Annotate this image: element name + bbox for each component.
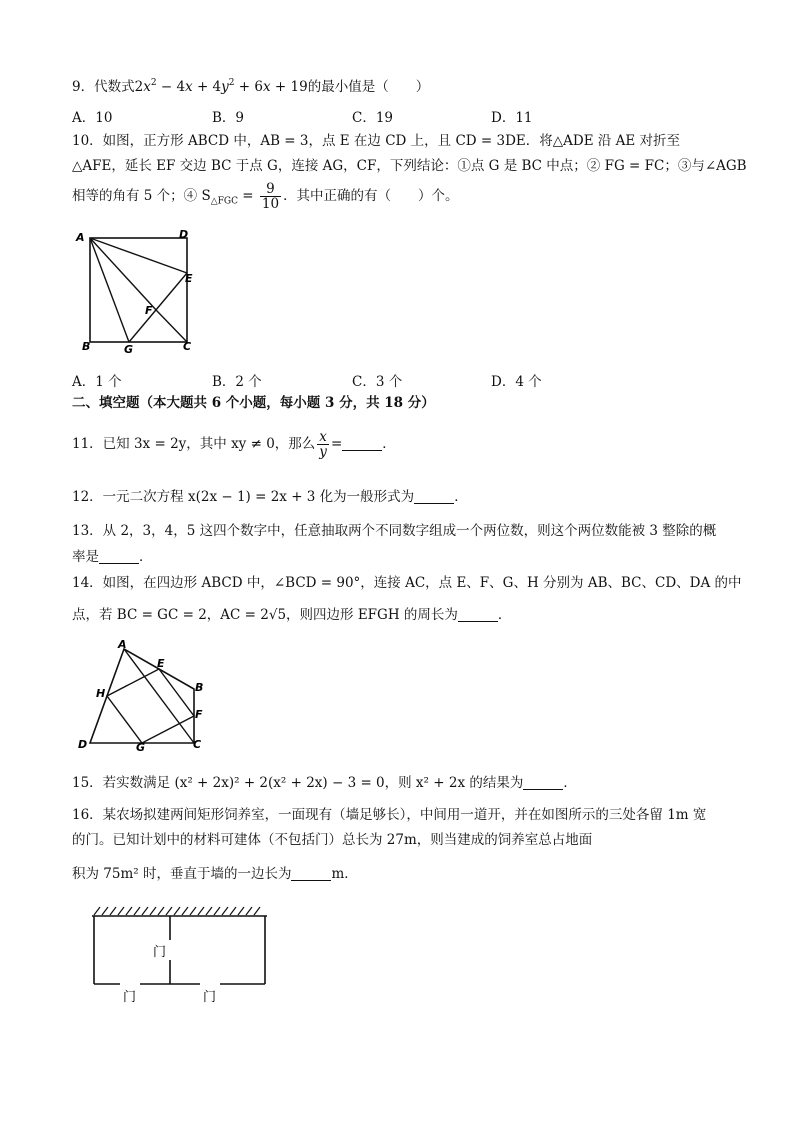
q12-answer-blank — [414, 489, 454, 504]
q13-line2 — [72, 548, 153, 566]
q9-post: 的最小值是（ ） — [307, 79, 430, 95]
q10-option-a: A．1 个 — [72, 374, 122, 390]
q15-stem — [72, 774, 577, 792]
q10-equals: = — [237, 188, 258, 204]
q11-equals: = — [330, 436, 343, 452]
q14-line1: 14．如图，在四边形 ABCD 中，∠BCD = 90°，连接 AC，点 E、F、G、H 分别为 AB、BC、CD、DA 的中 — [72, 575, 742, 591]
q10-label-f: F — [145, 304, 153, 317]
q14-end: ． — [497, 607, 512, 623]
section-2-heading: 二、填空题（本大题共 6 个小题，每小题 3 分，共 18 分） — [72, 395, 435, 411]
q10-fraction-denominator: 10 — [261, 196, 280, 212]
q9-option-b: B．9 — [212, 110, 245, 126]
q10-label-d: D — [179, 228, 189, 241]
q10-label-b: B — [82, 340, 91, 353]
q9-number: 9． — [72, 79, 95, 95]
q11-fraction-denominator: y — [319, 444, 327, 460]
q16-line1: 16．某农场拟建两间矩形饲养室，一面现有（墙足够长），中间用一道开，并在如图所示的三处各留 1m 宽 — [72, 807, 707, 823]
q16-line3-text: 积为 75m² 时，垂直于墙的一边长为 — [72, 866, 292, 882]
q10-square-figure — [72, 226, 212, 356]
q10-label-c: C — [183, 340, 192, 353]
q10-label-e: E — [185, 272, 193, 285]
q10-line3-post: ．其中正确的有（ ）个。 — [283, 188, 459, 204]
q15-end: ． — [563, 775, 577, 791]
q9-stem — [72, 74, 429, 96]
q14-label-h: H — [96, 687, 106, 700]
q9-option-c: C．19 — [352, 110, 394, 126]
q10-line3 — [72, 182, 459, 211]
q14-line2 — [72, 606, 511, 624]
q15-text: 15．若实数满足 (x² + 2x)² + 2(x² + 2x) − 3 = 0，则 x² + 2x 的结果为 — [72, 775, 524, 791]
q12-end: ． — [454, 489, 468, 505]
q11-fraction — [317, 430, 329, 459]
q16-answer-blank — [291, 866, 331, 881]
q13-answer-blank — [99, 549, 139, 564]
q16-enclosure-figure — [72, 902, 272, 1012]
q16-line3 — [72, 865, 358, 883]
q9-pre: 代数式 — [94, 79, 135, 95]
q13-line1: 13．从 2，3，4，5 这四个数字中，任意抽取两个不同数字组成一个两位数，则这个两位数能被 3 整除的概 — [72, 523, 717, 539]
q10-line1: 10．如图，正方形 ABCD 中，AB = 3，点 E 在边 CD 上，且 CD = 3DE．将△ADE 沿 AE 对折至 — [72, 133, 681, 149]
q11-end: ． — [382, 436, 396, 452]
q11-fraction-numerator: x — [317, 430, 329, 445]
q14-label-f: F — [195, 708, 203, 721]
q14-label-c: C — [193, 738, 202, 751]
q16-door-label-middle: 门 — [153, 945, 167, 960]
q11-stem — [72, 430, 396, 459]
q14-label-e: E — [157, 657, 165, 670]
q16-line2: 的门。已知计划中的材料可建体（不包括门）总长为 27m，则当建成的饲养室总占地面 — [72, 832, 593, 848]
q12-stem — [72, 488, 468, 506]
q10-option-b: B．2 个 — [212, 374, 262, 390]
q13-end: ． — [139, 549, 153, 565]
q10-line3-pre: 相等的角有 5 个；④ S — [72, 188, 211, 204]
q9-expression: $2x^2 - 4x + 4y^2 + 6x + 19$ — [134, 78, 308, 95]
q10-label-g: G — [124, 343, 134, 356]
q14-label-b: B — [195, 681, 204, 694]
q10-line2: △AFE，延长 EF 交边 BC 于点 G，连接 AG，CF，下列结论：①点 G 是 BC 中点；② FG = FC；③与∠AGB — [72, 158, 747, 174]
q10-option-c: C．3 个 — [352, 374, 403, 390]
q10-fraction-numerator: 9 — [260, 182, 281, 197]
q14-answer-blank — [458, 607, 498, 622]
q16-end: m． — [331, 866, 358, 882]
q16-door-label-left: 门 — [123, 990, 137, 1005]
q14-line2-text: 点，若 BC = GC = 2，AC = 2√5，则四边形 EFGH 的周长为 — [72, 607, 458, 623]
q10-label-a: A — [76, 231, 85, 244]
q14-quadrilateral-figure — [74, 638, 220, 754]
q13-line2-text: 率是 — [72, 549, 99, 565]
q14-label-g: G — [136, 741, 146, 754]
q9-option-d: D．11 — [491, 110, 533, 126]
q11-answer-blank — [342, 436, 382, 451]
q11-pre: 11．已知 3x = 2y，其中 xy ≠ 0，那么 — [72, 436, 316, 452]
q14-label-d: D — [78, 738, 88, 751]
q10-area-subscript: △FGC — [210, 196, 238, 207]
q10-fraction — [260, 182, 281, 211]
q10-option-d: D．4 个 — [491, 374, 542, 390]
q16-door-label-right: 门 — [203, 990, 217, 1005]
q14-label-a: A — [118, 638, 127, 651]
q15-answer-blank — [523, 775, 563, 790]
q9-option-a: A．10 — [72, 110, 113, 126]
q12-text: 12．一元二次方程 x(2x − 1) = 2x + 3 化为一般形式为 — [72, 489, 415, 505]
